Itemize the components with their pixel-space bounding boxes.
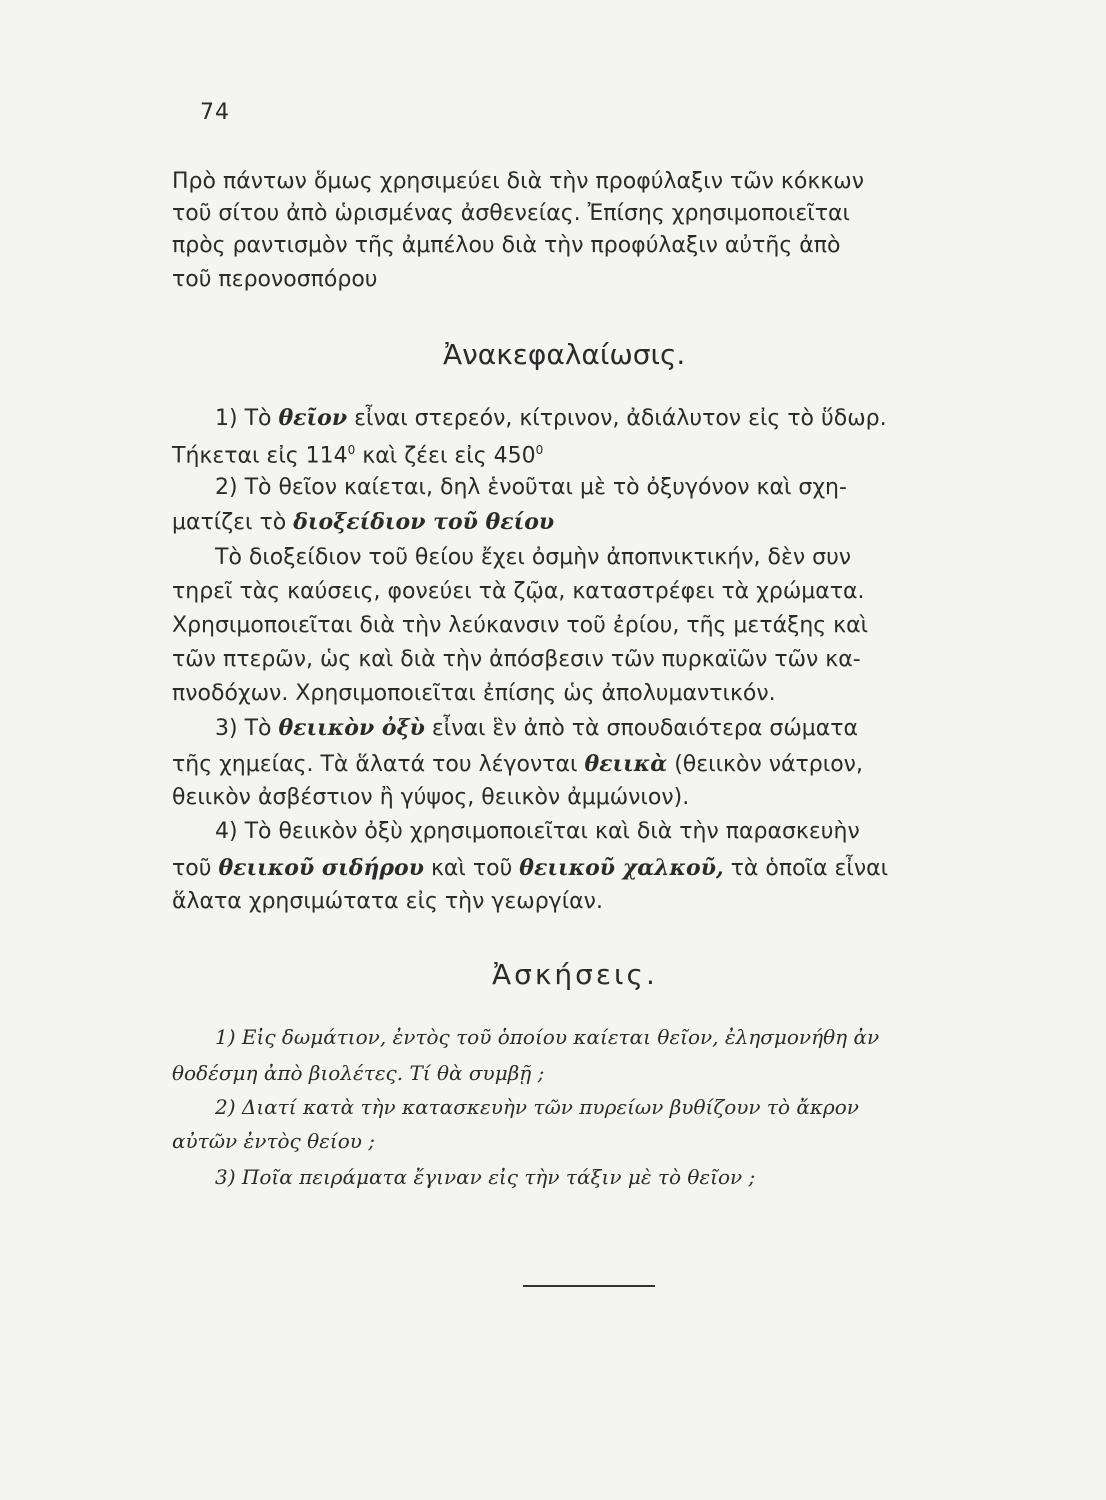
summary-p2-line-5: Χρησιμοποιεῖται διὰ τὴν λεύκανσιν τοῦ ἐρίου, τῆς μετάξης καὶ [172,613,869,638]
summary-p2-line-6: τῶν πτερῶν, ὡς καὶ διὰ τὴν ἀπόσβεσιν τῶν πυρκαϊῶν τῶν κα- [172,647,861,672]
text-run: τὰ ὁποῖα εἶναι [723,856,889,881]
exercise-2-line-1: 2) Διατί κατὰ τὴν κατασκευὴν τῶν πυρείων βυθίζουν τὸ ἄκρον [215,1095,859,1119]
summary-p1-line-2 [172,436,1012,470]
summary-p4-line-3: ἅλατα χρησιμώτατα εἰς τὴν γεωργίαν. [172,889,603,914]
text-run: τοῦ [172,856,219,881]
text-run: εἶναι ἓν ἀπὸ τὰ σπουδαιότερα σώματα [424,716,858,741]
intro-line-2: τοῦ σίτου ἀπὸ ὡρισμένας ἀσθενείας. Ἐπίσης χρησιμοποιεῖται [172,201,850,226]
degree-mark: 0 [347,443,356,457]
text-run: 3) Τὸ [215,716,279,741]
exercise-1-line-2: θοδέσμη ἀπὸ βιολέτες. Τί θὰ συμβῇ ; [172,1061,545,1085]
term-iron-sulfate: θειικοῦ σιδήρου [218,855,424,881]
text-run: (θειικὸν νάτριον, [667,752,863,777]
text-run: καὶ ζέει εἰς 450 [355,443,536,469]
text-run: ματίζει τὸ [172,510,294,535]
exercise-1-line-1: 1) Εἰς δωμάτιον, ἐντὸς τοῦ ὁποίου καίεται θεῖον, ἐλησμονήθη ἀν [215,1025,880,1049]
summary-p2-line-3: Τὸ διοξείδιον τοῦ θείου ἔχει ὀσμὴν ἀποπνικτικήν, δὲν συν [215,545,852,570]
summary-p2-line-7: πνοδόχων. Χρησιμοποιεῖται ἐπίσης ὡς ἀπολυμαντικόν. [172,681,776,706]
term-sulfates: θειικὰ [584,751,668,777]
degree-mark: 0 [535,443,544,457]
summary-p1-line-1 [215,404,1055,433]
summary-p2-line-2 [172,508,1012,537]
term-sulfur-dioxide: διοξείδιον τοῦ θείου [293,509,555,535]
summary-p3-line-2 [172,750,1012,779]
summary-p2-line-1: 2) Τὸ θεῖον καίεται, δηλ ἑνοῦται μὲ τὸ ὀξυγόνον καὶ σχη- [215,475,847,500]
term-copper-sulfate: θειικοῦ χαλκοῦ, [519,855,724,881]
text-run: καὶ τοῦ [423,856,520,881]
intro-line-3: πρὸς ραντισμὸν τῆς ἀμπέλου διὰ τὴν προφύλαξιν αὐτῆς ἀπὸ [172,233,841,258]
summary-p3-line-1 [215,714,1055,743]
exercise-2-line-2: αὐτῶν ἐντὸς θείου ; [172,1129,376,1153]
text-run: 1) Τὸ [215,406,279,431]
exercises-heading: Ἀσκήσεις. [492,958,658,991]
text-run: τῆς χημείας. Τὰ ἅλατά του λέγονται [172,752,585,777]
intro-line-4: τοῦ περονοσπόρου [172,267,378,292]
text-run: Τήκεται εἰς 114 [172,443,348,469]
term-sulfur: θεῖον [278,405,348,431]
text-run: εἶναι στερεόν, κίτρινον, ἀδιάλυτον εἰς τὸ ὕδωρ. [347,406,887,431]
summary-p4-line-2 [172,854,1012,883]
term-sulfuric-acid: θειικὸν ὀξὺ [278,715,425,741]
summary-p3-line-3: θειικὸν ἀσβέστιον ἢ γύψος, θειικὸν ἀμμώνιον). [172,785,690,810]
summary-p4-line-1: 4) Τὸ θειικὸν ὀξὺ χρησιμοποιεῖται καὶ διὰ τὴν παρασκευὴν [215,819,860,844]
summary-p2-line-4: τηρεῖ τὰς καύσεις, φονεύει τὰ ζῷα, καταστρέφει τὰ χρώματα. [172,579,865,604]
summary-heading: Ἀνακεφαλαίωσις. [443,338,686,371]
page-number: 74 [200,100,230,125]
end-rule [523,1285,655,1287]
intro-line-1: Πρὸ πάντων ὅμως χρησιμεύει διὰ τὴν προφύλαξιν τῶν κόκκων [172,169,865,194]
exercise-3-line-1: 3) Ποῖα πειράματα ἔγιναν εἰς τὴν τάξιν μὲ τὸ θεῖον ; [215,1165,756,1189]
